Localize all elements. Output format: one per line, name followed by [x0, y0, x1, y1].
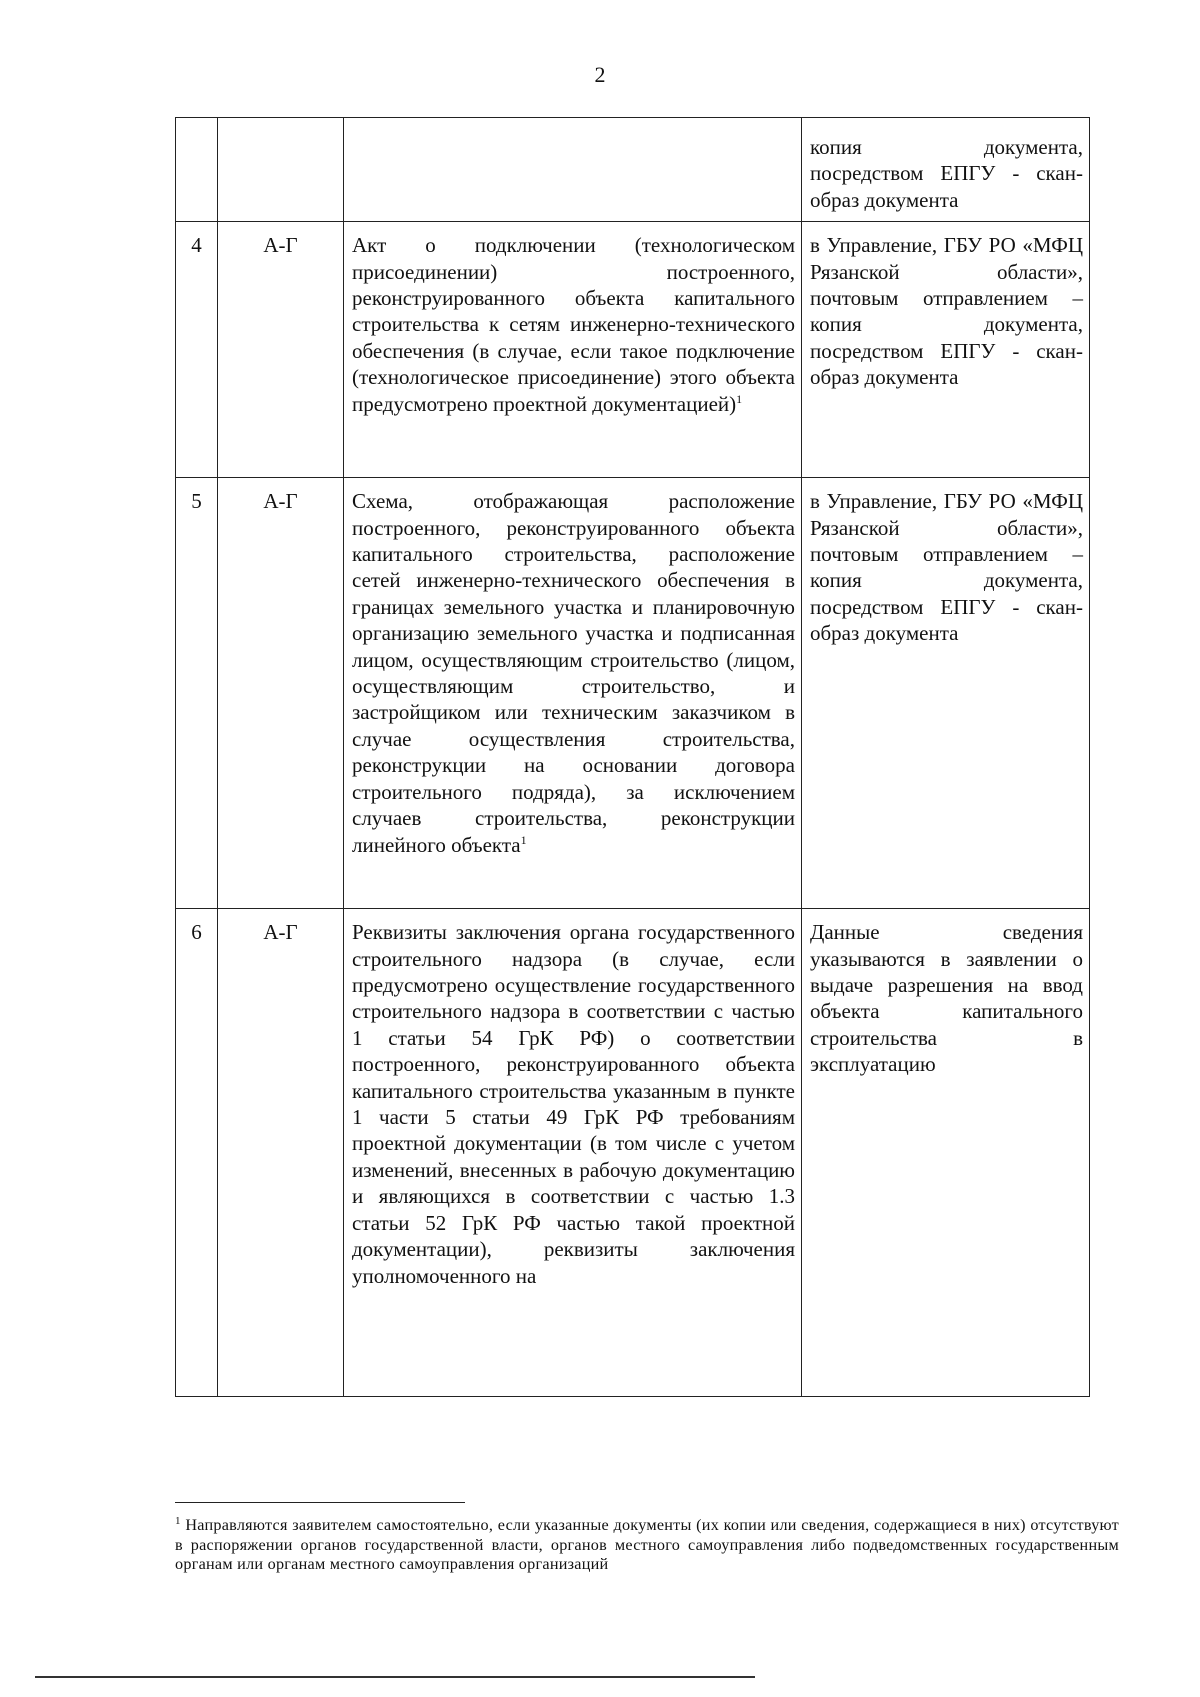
- cell-description: [344, 222, 802, 478]
- cell-num: 6: [176, 909, 218, 1397]
- cell-submission-way: в Управление, ГБУ РО «МФЦ Рязанской области», почтовым отправлением – копия документа, посредством ЕПГУ - скан-образ документа: [802, 222, 1090, 478]
- documents-table: [175, 117, 1090, 1397]
- cell-code: А-Г: [218, 478, 344, 909]
- footnote-text: Направляются заявителем самостоятельно, если указанные документы (их копии или сведения, содержащиеся в них) отсутствуют в распоряжении органов государственной власти, органов местного самоуправления либо подведомственных государственным органам или органам местного самоуправления организаций: [175, 1516, 1120, 1573]
- description-text: Схема, отображающая расположение построенного, реконструированного объекта капитального строительства, расположение сетей инженерно-технического обеспечения в границах земельного участка и планировочную организацию земельного участка и подписанная лицом, осуществляющим строительство (лицом, осуществляющим строительство, и застройщиком или техническим заказчиком в случае осуществления строительства, реконструкции на основании договора строительного подряда), за исключением случаев строительства, реконструкции линейного объекта: [352, 489, 795, 857]
- cell-num: 4: [176, 222, 218, 478]
- page-number: 2: [594, 62, 606, 87]
- cell-submission-way: в Управление, ГБУ РО «МФЦ Рязанской области», почтовым отправлением – копия документа, посредством ЕПГУ - скан-образ документа: [802, 478, 1090, 909]
- scan-edge-line: [35, 1676, 755, 1678]
- cell-submission-way: Данные сведения указываются в заявлении о выдаче разрешения на ввод объекта капитального строительства в эксплуатацию: [802, 909, 1090, 1397]
- footnote-ref: 1: [520, 832, 527, 847]
- cell-description: [344, 478, 802, 909]
- cell-submission-way: копия документа, посредством ЕПГУ - скан-образ документа: [802, 118, 1090, 222]
- table-row-6: [176, 909, 1090, 1397]
- footnote-separator: [175, 1502, 465, 1503]
- cell-description: [344, 909, 802, 1397]
- footnote-ref: 1: [736, 391, 743, 406]
- description-text: Реквизиты заключения органа государственного строительного надзора (в случае, если предусмотрено осуществление государственного строительного надзора в соответствии с частью 1 статьи 54 ГрК РФ) о соответствии построенного, реконструированного объекта капитального строительства указанным в пункте 1 части 5 статьи 49 ГрК РФ требованиям проектной документации (в том числе с учетом изменений, внесенных в рабочую документацию и являющихся в соответствии с частью 1.3 статьи 52 ГрК РФ частью такой проектной документации), реквизиты заключения уполномоченного на: [352, 920, 795, 1288]
- cell-description-empty: [344, 118, 802, 222]
- cell-code-empty: [218, 118, 344, 222]
- cell-num: 5: [176, 478, 218, 909]
- cell-code: А-Г: [218, 222, 344, 478]
- footnote: [175, 1516, 1119, 1575]
- table-row-5: [176, 478, 1090, 909]
- table-row-4: [176, 222, 1090, 478]
- cell-num-empty: [176, 118, 218, 222]
- footnote-marker: 1: [175, 1515, 181, 1527]
- description-text: Акт о подключении (технологическом присоединении) построенного, реконструированного объекта капитального строительства к сетям инженерно-технического обеспечения (в случае, если такое подключение (технологическое присоединение) этого объекта предусмотрено проектной документацией): [352, 233, 795, 416]
- table-row-continuation: [176, 118, 1090, 222]
- cell-code: А-Г: [218, 909, 344, 1397]
